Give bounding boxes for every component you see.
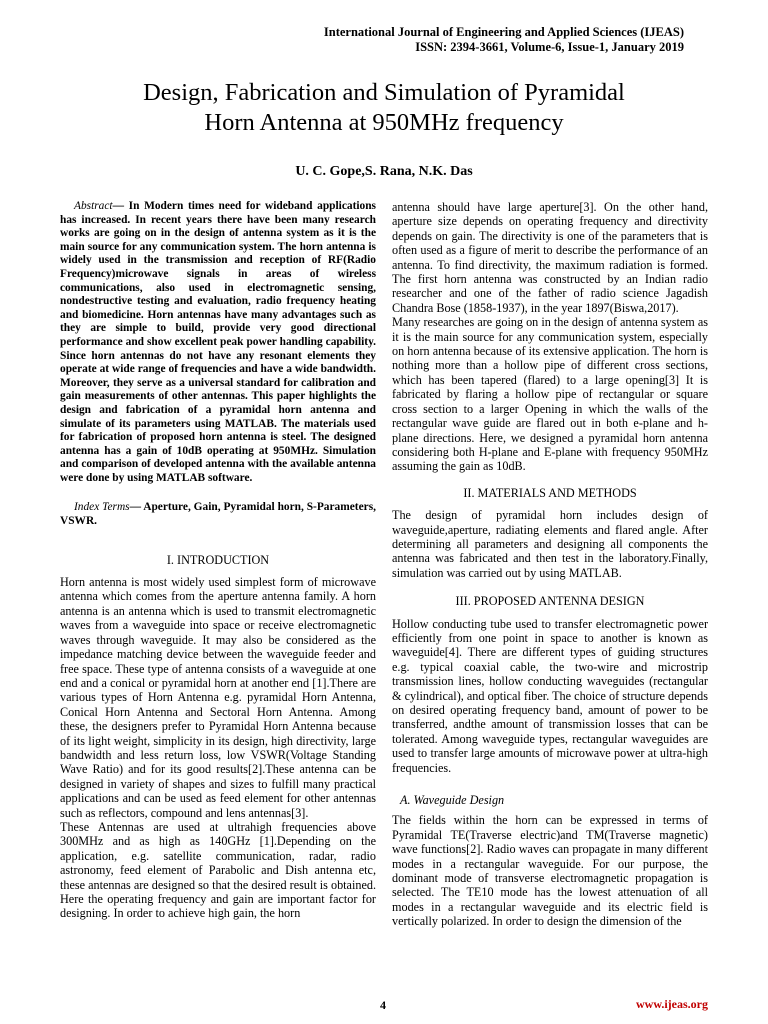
subsection-heading-waveguide: A. Waveguide Design	[400, 793, 505, 808]
intro-paragraph-2: These Antennas are used at ultrahigh frequencies above 300MHz and as high as 140GHz [1].Depending on the application, e.g. satellite communication, radar, radio astronomy, feed element of Parabolic and Dish antenna etc, these antennas are designed so that the desired result is obtained. Here the operating frequency and gain are important factor for designing. In order to achieve high gain, the horn	[60, 819, 376, 921]
left-column	[60, 200, 376, 921]
index-terms-text: Aperture, Gain, Pyramidal horn, S-Parameters, VSWR.	[60, 501, 376, 528]
paper-title	[60, 78, 708, 138]
journal-url-link[interactable]: www.ijeas.org	[636, 997, 708, 1011]
authors: U. C. Gope,S. Rana, N.K. Das	[295, 164, 473, 179]
journal-name: International Journal of Engineering and Applied Sciences (IJEAS)	[323, 25, 684, 39]
index-terms-label: Index Terms	[74, 501, 130, 514]
section-heading-materials-methods: II. MATERIALS AND METHODS	[463, 485, 637, 500]
proposed-paragraph: Hollow conducting tube used to transfer electromagnetic power efficiently from one point in space to another is known as waveguide[4]. There are different types of guiding structures e.g. typical coaxial cable, the two-wire and microstrip transmission lines, hollow conducting waveguides (rectangular & cylindrical), and optical fiber. The choice of structure depends on desired operating frequency band, amount of power to be transferred, andthe amount of transmission losses that can be tolerated. Among waveguide types, rectangular waveguides are used to transfer large amounts of microwave power at ultra-high frequencies.	[392, 616, 708, 775]
journal-header	[324, 25, 684, 55]
abstract-text: In Modern times need for wideband applications has increased. In recent years there have been many research works are going on in the design of antenna system as it is the main source for any communication system. The horn antenna is widely used in the transmission and reception of RF(Radio Frequency)microwave signals in areas of wireless communications, also used in electromagnetic sensing, nondestructive testing and evaluation, radio frequency heating and biomedicine. Horn antennas have many advantages such as they are simple to build, provide very good directional performance and show excellent peak power handling capability. Since horn antennas do not have any resonant elements they operate at wide range of frequencies and have a wide bandwidth. Moreover, they serve as a universal standard for calibration and gain measurements of other antennas. This paper highlights the design and fabrication of a pyramidal horn antenna and simulate of its parameters using MATLAB. The materials used for fabrication of proposed horn antenna is steel. The designed antenna has a gain of 10dB operating at 950MHz. Simulation and comparison of developed antenna with the available antenna were done by using MATLAB software.	[60, 200, 376, 484]
right-column	[392, 200, 708, 929]
intro-paragraph-1: Horn antenna is most widely used simplest form of microwave antenna which comes from the aperture antenna family. A horn antenna is an antenna which is used to transmit electromagnetic waves from a waveguide into space or receive electromagnetic waves through waveguide. It may also be considered as the impedance matching device between the waveguide feeder and free space. These type of antenna consists of a waveguide at one end and a conical or pyramidal horn at another end [1].There are various types of Horn Antenna e.g. pyramidal Horn Antenna, Conical Horn Antenna and Sectoral Horn Antenna. Among these, the designers prefer to Pyramidal Horn Antenna because of its light weight, simplicity in its design, high directivity, large bandwidth and less return loss, low VSWR(Voltage Standing Wave Ratio) and for its good results[2].These antenna can be designed in variety of shapes and sizes to fulfill many practical applications and can be used as feed element for other antennas such as reflectors, compound and lens antennas[3].	[60, 575, 376, 820]
index-terms-dash: —	[129, 501, 144, 514]
section-heading-introduction: I. INTRODUCTION	[166, 552, 270, 567]
title-line-1: Design, Fabrication and Simulation of Pyramidal	[143, 79, 625, 106]
page-number: 4	[380, 998, 386, 1012]
right-paragraph-2: Many researches are going on in the design of antenna system as it is the main source for any communication system, especially on horn antenna because of its extensive application. The horn is nothing more than a hollow pipe of different cross sections, which has been tapered (flared) to a large opening[3] It is fabricated by flaring a hollow pipe of rectangular or square cross section to a larger Opening in which the walls of the rectangular wave guide are flared out in both e-plane and h-plane directions. Here, we designed a pyramidal horn antenna considering both H-plane and E-plane with frequency 950MHz assuming the gain as 10dB.	[392, 315, 708, 474]
methods-paragraph: The design of pyramidal horn includes design of waveguide,aperture, radiating elements and flared angle. After determining all parameters and designing all components the antenna was fabricated and then test in the laboratory.Finally, simulation was carried out by using MATLAB.	[392, 508, 708, 580]
issn-line: ISSN: 2394-3661, Volume-6, Issue-1, January 2019	[415, 40, 684, 54]
index-terms	[60, 501, 376, 528]
abstract-label: Abstract	[74, 200, 113, 212]
right-paragraph-1: antenna should have large aperture[3]. On the other hand, aperture size depends on operating frequency and directivity depends on gain. The directivity is one of the parameters that is often used as a figure of merit to describe the performance of an antenna. To find directivity, the maximum radiation is formed. The first horn antenna was constructed by an Indian radio researcher and one of the father of radio science Jagadish Chandra Bose (1858-1937), in the year 1897(Biswa,2017).	[392, 200, 708, 315]
waveguide-paragraph: The fields within the horn can be expressed in terms of Pyramidal TE(Traverse electric)and TM(Traverse magnetic) wave functions[2]. Radio waves can propagate in many different modes in a rectangular waveguide. For our purpose, the dominant mode of transverse electromagnetic propagation is selected. The TE10 mode has the lowest attenuation of all modes in a rectangular waveguide and its electric field is vertically polarized. In order to design the dimension of the	[392, 813, 708, 929]
abstract	[60, 200, 376, 485]
title-line-2: Horn Antenna at 950MHz frequency	[204, 109, 564, 136]
abstract-dash: —	[112, 200, 129, 212]
section-heading-proposed-design: III. PROPOSED ANTENNA DESIGN	[455, 594, 645, 609]
